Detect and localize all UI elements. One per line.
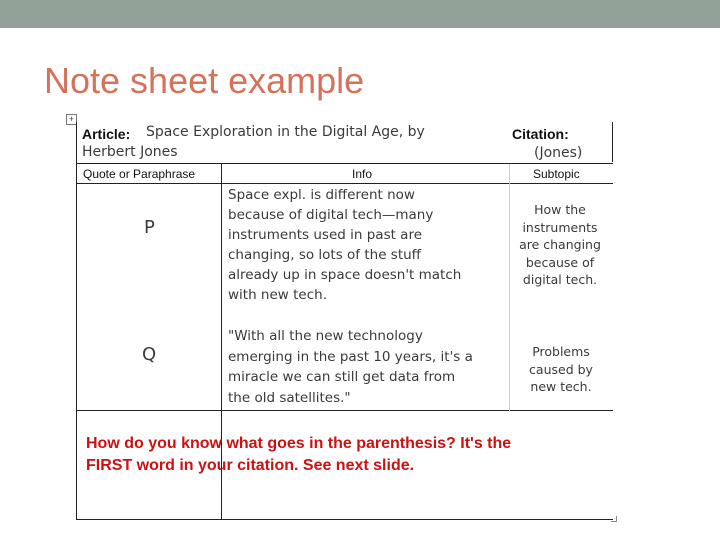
- table-end-marker: [611, 516, 617, 522]
- article-label: Article:: [82, 126, 131, 142]
- table-header-divider: [76, 163, 613, 164]
- article-author: Herbert Jones: [82, 144, 178, 160]
- row-2-subtopic: Problems caused by new tech.: [529, 344, 593, 394]
- row-1-subtopic: How the instruments are changing because of digital tech.: [519, 202, 601, 287]
- table-column-header-divider: [76, 183, 613, 184]
- column-header-info: Info: [352, 167, 373, 181]
- row-2-info: "With all the new technology emerging in the past 10 years, it's a miracle we can still get data from the old satellites.": [228, 328, 473, 406]
- table-row-divider: [76, 410, 613, 411]
- table-border-right: [612, 122, 613, 162]
- top-accent-bar: [0, 0, 720, 28]
- table-border-bottom: [76, 519, 613, 520]
- citation-label: Citation:: [512, 126, 569, 142]
- row-2-type: Q: [142, 344, 157, 365]
- slide-title: Note sheet example: [44, 60, 365, 101]
- row-1-info: Space expl. is different now because of digital tech—many instruments used in past are changing, so lots of the stuff already up in space doesn't match with new tech.: [228, 187, 462, 303]
- citation-value: (Jones): [534, 145, 583, 161]
- table-column-divider-2: [509, 164, 510, 411]
- column-header-subtopic: Subtopic: [533, 167, 580, 181]
- article-title: Space Exploration in the Digital Age, by: [146, 124, 425, 140]
- row-1-type: P: [144, 217, 155, 238]
- table-border-left: [76, 122, 77, 520]
- instruction-note: How do you know what goes in the parenthesis? It's the FIRST word in your citation. See next slide.: [86, 435, 512, 474]
- column-header-quote-or-paraphrase: Quote or Paraphrase: [83, 167, 196, 181]
- table-move-handle-icon[interactable]: +: [66, 114, 77, 125]
